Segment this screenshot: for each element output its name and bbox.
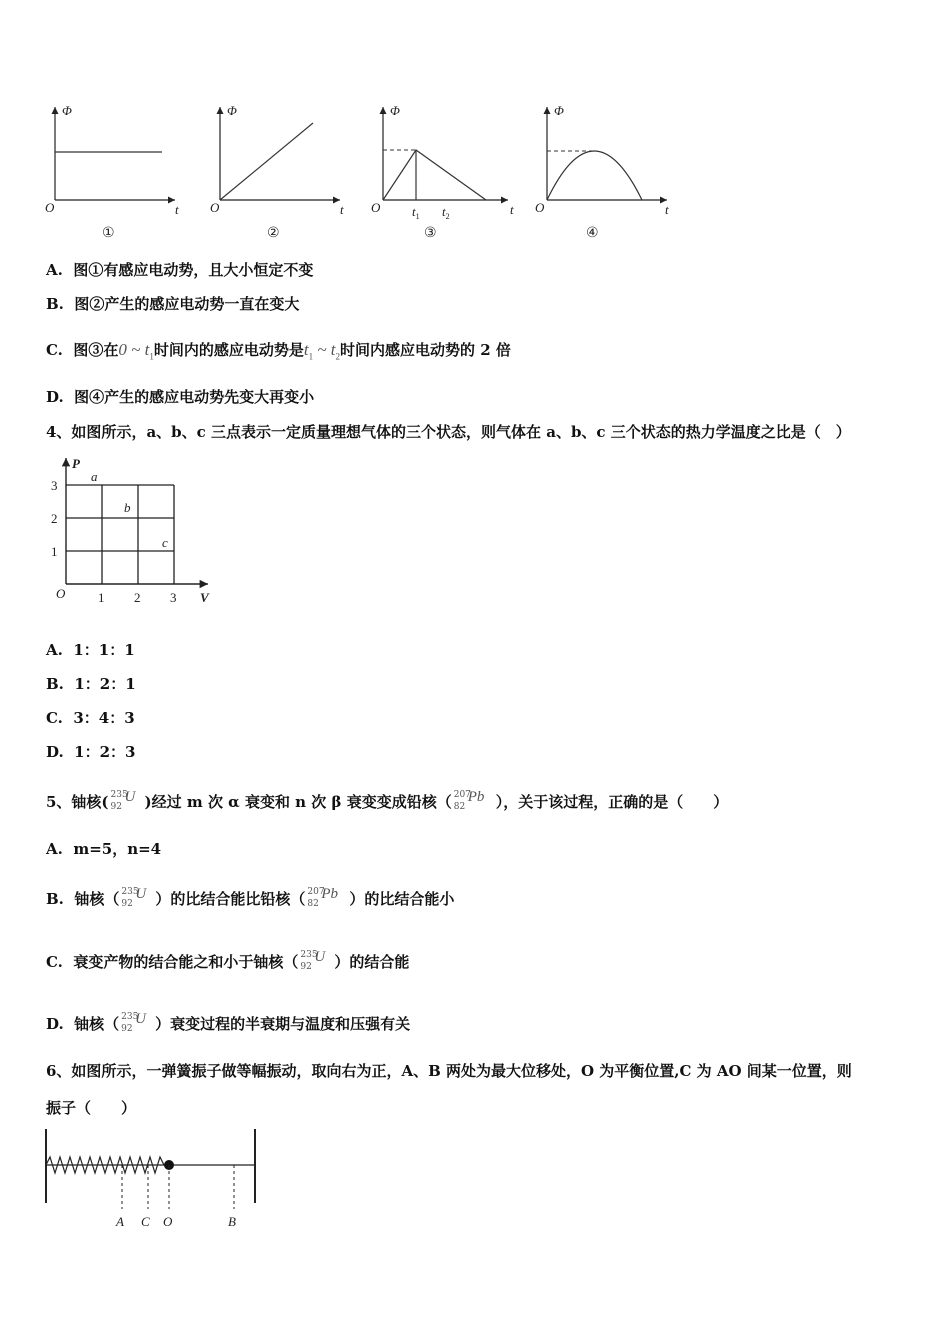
arc-flux-curve <box>547 151 642 200</box>
y-axis-label: Φ <box>554 103 564 118</box>
q3-option-b[interactable]: B. 图②产生的感应电动势一直在变大 <box>46 295 300 313</box>
v-tick-1: 1 <box>98 590 105 605</box>
label-a: A <box>116 1214 124 1229</box>
graph-3 <box>371 103 514 241</box>
q5-option-a[interactable]: A. m=5，n=4 <box>46 840 162 858</box>
graph-label: ③ <box>424 225 437 241</box>
p-tick-3: 3 <box>51 478 58 493</box>
v-axis-label: V <box>200 590 209 605</box>
y-axis-label: Φ <box>227 103 237 118</box>
q4-option-c[interactable]: C. 3：4：3 <box>46 709 135 727</box>
graph-1 <box>45 103 179 241</box>
lead-nuclide: 207 82 Pb <box>453 789 485 812</box>
q6-stem-line-1: 6、如图所示，一弹簧振子做等幅振动，取向右为正，A、B 两处为最大位移处，O 为平衡位置,C 为 AO 间某一位置，则 <box>46 1062 852 1080</box>
x-axis-label: t <box>510 202 514 217</box>
p-axis-label: P <box>72 456 80 471</box>
q4-stem: 4、如图所示，a、b、c 三点表示一定质量理想气体的三个状态，则气体在 a、b、c 三个状态的热力学温度之比是（ ） <box>46 423 851 441</box>
t1-label: $t_1$ <box>412 204 420 221</box>
q5-option-b[interactable]: B. 铀核（ 235 92 U ）的比结合能比铅核（ 207 82 Pb ）的比结合能小 <box>46 886 455 909</box>
q5-stem: 5、铀核( 235 92 U )经过 m 次 α 衰变和 n 次 β 衰变变成铅核（ 207 82 Pb ），关于该过程，正确的是（ ） <box>46 789 729 812</box>
point-a-label: a <box>91 469 98 484</box>
v-tick-2: 2 <box>134 590 141 605</box>
spring-oscillator-diagram <box>40 1125 270 1235</box>
t2-label: $t_2$ <box>442 204 450 221</box>
origin-label: O <box>371 200 381 215</box>
origin-label: O <box>210 200 220 215</box>
q5-option-d[interactable]: D. 铀核（ 235 92 U ）衰变过程的半衰期与温度和压强有关 <box>46 1011 411 1034</box>
graph-2 <box>210 103 344 241</box>
point-b-label: b <box>124 500 131 515</box>
y-axis-label: Φ <box>62 103 72 118</box>
label-o: O <box>163 1214 173 1229</box>
q4-option-b[interactable]: B. 1：2：1 <box>46 675 136 693</box>
flux-time-graphs <box>40 95 690 245</box>
time-range-t1-t2: $t_1$ ~ $t_2$ <box>303 340 340 362</box>
graph-4 <box>535 103 669 241</box>
v-tick-3: 3 <box>170 590 177 605</box>
graph-label: ① <box>102 225 115 241</box>
q3-option-a[interactable]: A. 图①有感应电动势，且大小恒定不变 <box>46 261 314 279</box>
label-c: C <box>141 1214 150 1229</box>
q3-option-d[interactable]: D. 图④产生的感应电动势先变大再变小 <box>46 388 315 406</box>
uranium-nuclide: 235 92 U <box>121 1011 147 1034</box>
x-axis-label: t <box>665 202 669 217</box>
x-axis-label: t <box>340 202 344 217</box>
label-b: B <box>228 1214 236 1229</box>
origin-label: O <box>45 200 55 215</box>
uranium-nuclide: 235 92 U <box>300 949 326 972</box>
grid <box>66 485 174 584</box>
uranium-nuclide: 235 92 U <box>110 789 136 812</box>
q6-stem-line-2: 振子（ ） <box>46 1099 137 1117</box>
q4-option-a[interactable]: A. 1：1：1 <box>46 641 135 659</box>
point-c-label: c <box>162 535 168 550</box>
pv-diagram <box>40 450 230 610</box>
linear-flux-line <box>220 123 313 200</box>
y-axis-label: Φ <box>390 103 400 118</box>
triangle-flux-line <box>383 150 486 200</box>
origin-label: O <box>535 200 545 215</box>
q5-option-c[interactable]: C. 衰变产物的结合能之和小于铀核（ 235 92 U ）的结合能 <box>46 949 410 972</box>
x-axis-label: t <box>175 202 179 217</box>
p-tick-2: 2 <box>51 511 58 526</box>
p-tick-1: 1 <box>51 544 58 559</box>
uranium-nuclide: 235 92 U <box>121 886 147 909</box>
lead-nuclide: 207 82 Pb <box>307 886 339 909</box>
q4-option-d[interactable]: D. 1：2：3 <box>46 743 136 761</box>
q3-option-c[interactable]: C. 图③在0 ~ $t_1$时间内的感应电动势是$t_1$ ~ $t_2$时间内感应电动势的 2 倍 <box>46 340 511 362</box>
graph-label: ② <box>267 225 280 241</box>
origin-label: O <box>56 586 66 601</box>
graph-label: ④ <box>586 225 599 241</box>
time-range-0-t1: 0 ~ $t_1$ <box>118 340 154 362</box>
